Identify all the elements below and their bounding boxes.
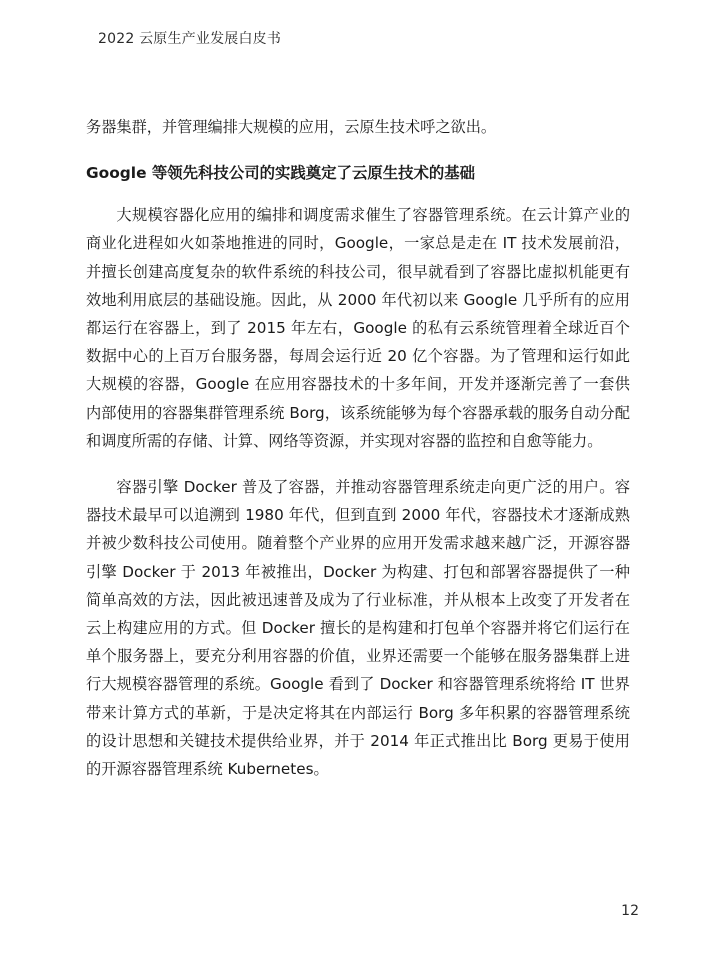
document-body	[86, 113, 630, 783]
page-number: 12	[621, 903, 639, 919]
body-paragraph-1: 大规模容器化应用的编排和调度需求催生了容器管理系统。在云计算产业的商业化进程如火如荼地推进的同时，Google，一家总是走在 IT 技术发展前沿，并擅长创建高度复杂的软件系统的科技公司，很早就看到了容器比虚拟机能更有效地利用底层的基础设施。因此，从 2000 年代初以来 Google 几乎所有的应用都运行在容器上，到了 2015 年左右，Google 的私有云系统管理着全球近百个数据中心的上百万台服务器，每周会运行近 20 亿个容器。为了管理和运行如此大规模的容器，Google 在应用容器技术的十多年间，开发并逐渐完善了一套供内部使用的容器集群管理系统 Borg，该系统能够为每个容器承载的服务自动分配和调度所需的存储、计算、网络等资源，并实现对容器的监控和自愈等能力。	[86, 206, 630, 450]
section-heading: Google 等领先科技公司的实践奠定了云原生技术的基础	[86, 164, 476, 183]
document-header-title: 2022 云原生产业发展白皮书	[98, 31, 282, 47]
body-paragraph-2: 容器引擎 Docker 普及了容器，并推动容器管理系统走向更广泛的用户。容器技术最早可以追溯到 1980 年代，但到直到 2000 年代，容器技术才逐渐成熟并被少数科技公司使用。随着整个产业界的应用开发需求越来越广泛，开源容器引擎 Docker 于 2013 年被推出，Docker 为构建、打包和部署容器提供了一种简单高效的方法，因此被迅速普及成为了行业标准，并从根本上改变了开发者在云上构建应用的方式。但 Docker 擅长的是构建和打包单个容器并将它们运行在单个服务器上，要充分利用容器的价值，业界还需要一个能够在服务器集群上进行大规模容器管理的系统。Google 看到了 Docker 和容器管理系统将给 IT 世界带来计算方式的革新，于是决定将其在内部运行 Borg 多年积累的容器管理系统的设计思想和关键技术提供给业界，并于 2014 年正式推出比 Borg 更易于使用的开源容器管理系统 Kubernetes。	[86, 478, 630, 779]
continuation-paragraph: 务器集群，并管理编排大规模的应用，云原生技术呼之欲出。	[86, 118, 497, 136]
